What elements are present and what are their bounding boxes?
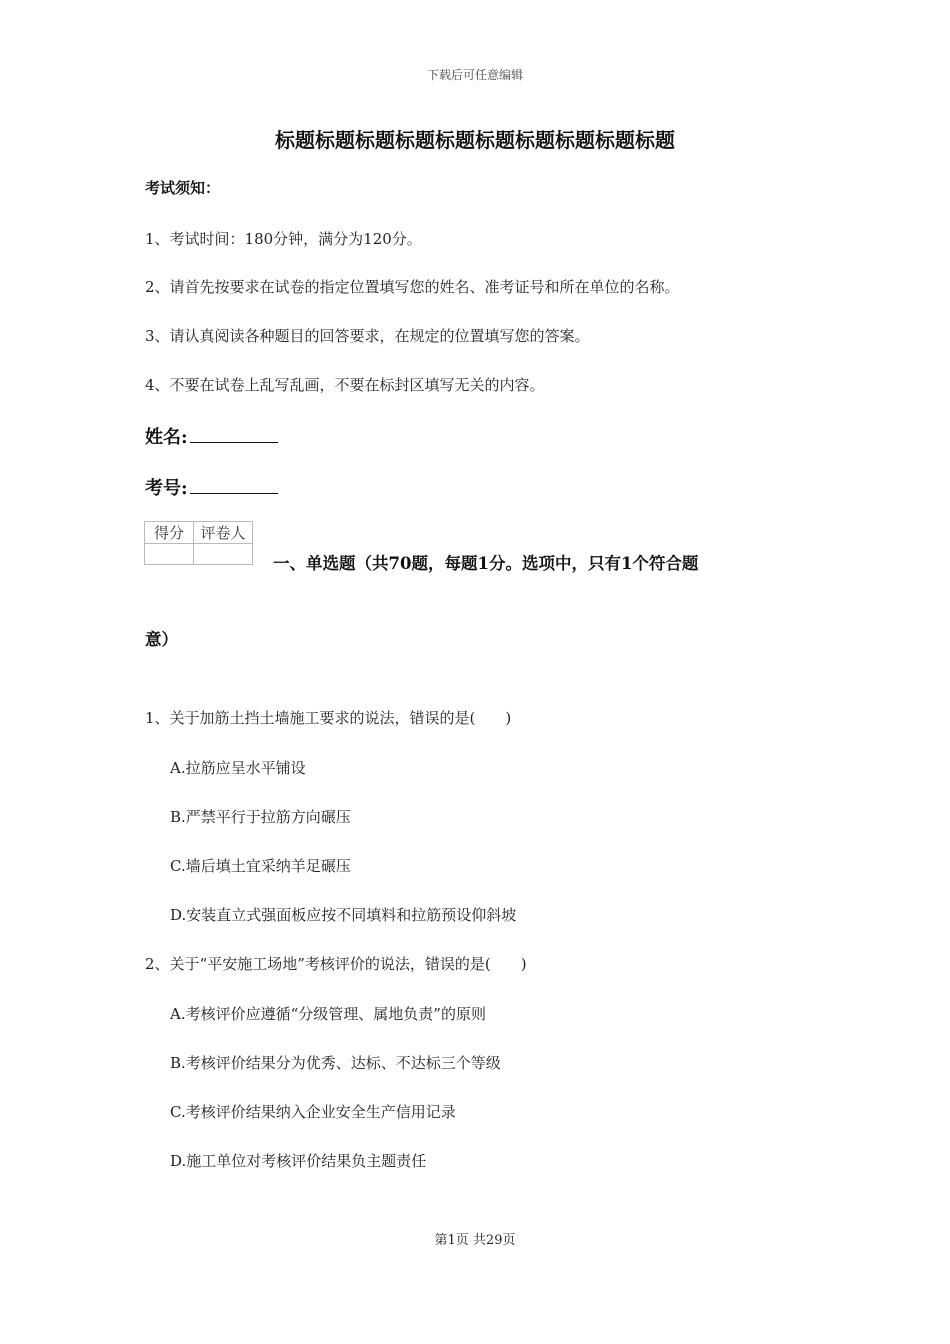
question-1-option-c: C.墙后填土宜采纳羊足碾压	[170, 857, 351, 875]
score-cell	[145, 544, 194, 565]
page-footer: 第1页 共29页	[434, 1233, 516, 1248]
name-field	[145, 423, 278, 449]
question-2-option-a: A.考核评价应遵循“分级管理、属地负责”的原则	[170, 1005, 486, 1023]
question-2-option-c: C.考核评价结果纳入企业安全生产信用记录	[170, 1103, 456, 1121]
question-2-option-b: B.考核评价结果分为优秀、达标、不达标三个等级	[170, 1054, 501, 1072]
question-2-stem: 2、关于“平安施工场地”考核评价的说法，错误的是( )	[145, 955, 527, 973]
exam-number-label: 考号:	[145, 478, 188, 499]
question-1-option-d: D.安装直立式强面板应按不同填料和拉筋预设仰斜坡	[170, 906, 517, 924]
section-title-line2: 意）	[145, 630, 178, 649]
name-label: 姓名:	[145, 427, 188, 448]
grader-cell	[194, 544, 253, 565]
question-1-stem: 1、关于加筋土挡土墙施工要求的说法，错误的是( )	[145, 709, 512, 727]
exam-number-blank-line[interactable]	[190, 475, 278, 494]
score-header: 得分	[145, 522, 194, 544]
question-1-option-b: B.严禁平行于拉筋方向碾压	[170, 808, 351, 826]
notice-heading: 考试须知：	[145, 179, 221, 197]
notice-item-3: 3、请认真阅读各种题目的回答要求，在规定的位置填写您的答案。	[145, 327, 590, 345]
notice-item-4: 4、不要在试卷上乱写乱画，不要在标封区填写无关的内容。	[145, 376, 545, 394]
section-title-line1: 一、单选题（共70题，每题1分。选项中，只有1个符合题	[273, 554, 699, 573]
question-1-option-a: A.拉筋应呈水平铺设	[170, 759, 306, 777]
name-blank-line[interactable]	[190, 424, 278, 443]
grader-header: 评卷人	[194, 522, 253, 544]
exam-number-field	[145, 474, 278, 500]
document-title: 标题标题标题标题标题标题标题标题标题标题	[275, 128, 675, 152]
notice-item-1: 1、考试时间：180分钟，满分为120分。	[145, 230, 422, 248]
notice-item-2: 2、请首先按要求在试卷的指定位置填写您的姓名、准考证号和所在单位的名称。	[145, 278, 680, 296]
question-2-option-d: D.施工单位对考核评价结果负主题责任	[170, 1152, 427, 1170]
score-table	[144, 521, 253, 565]
header-note: 下载后可任意编辑	[426, 68, 523, 82]
